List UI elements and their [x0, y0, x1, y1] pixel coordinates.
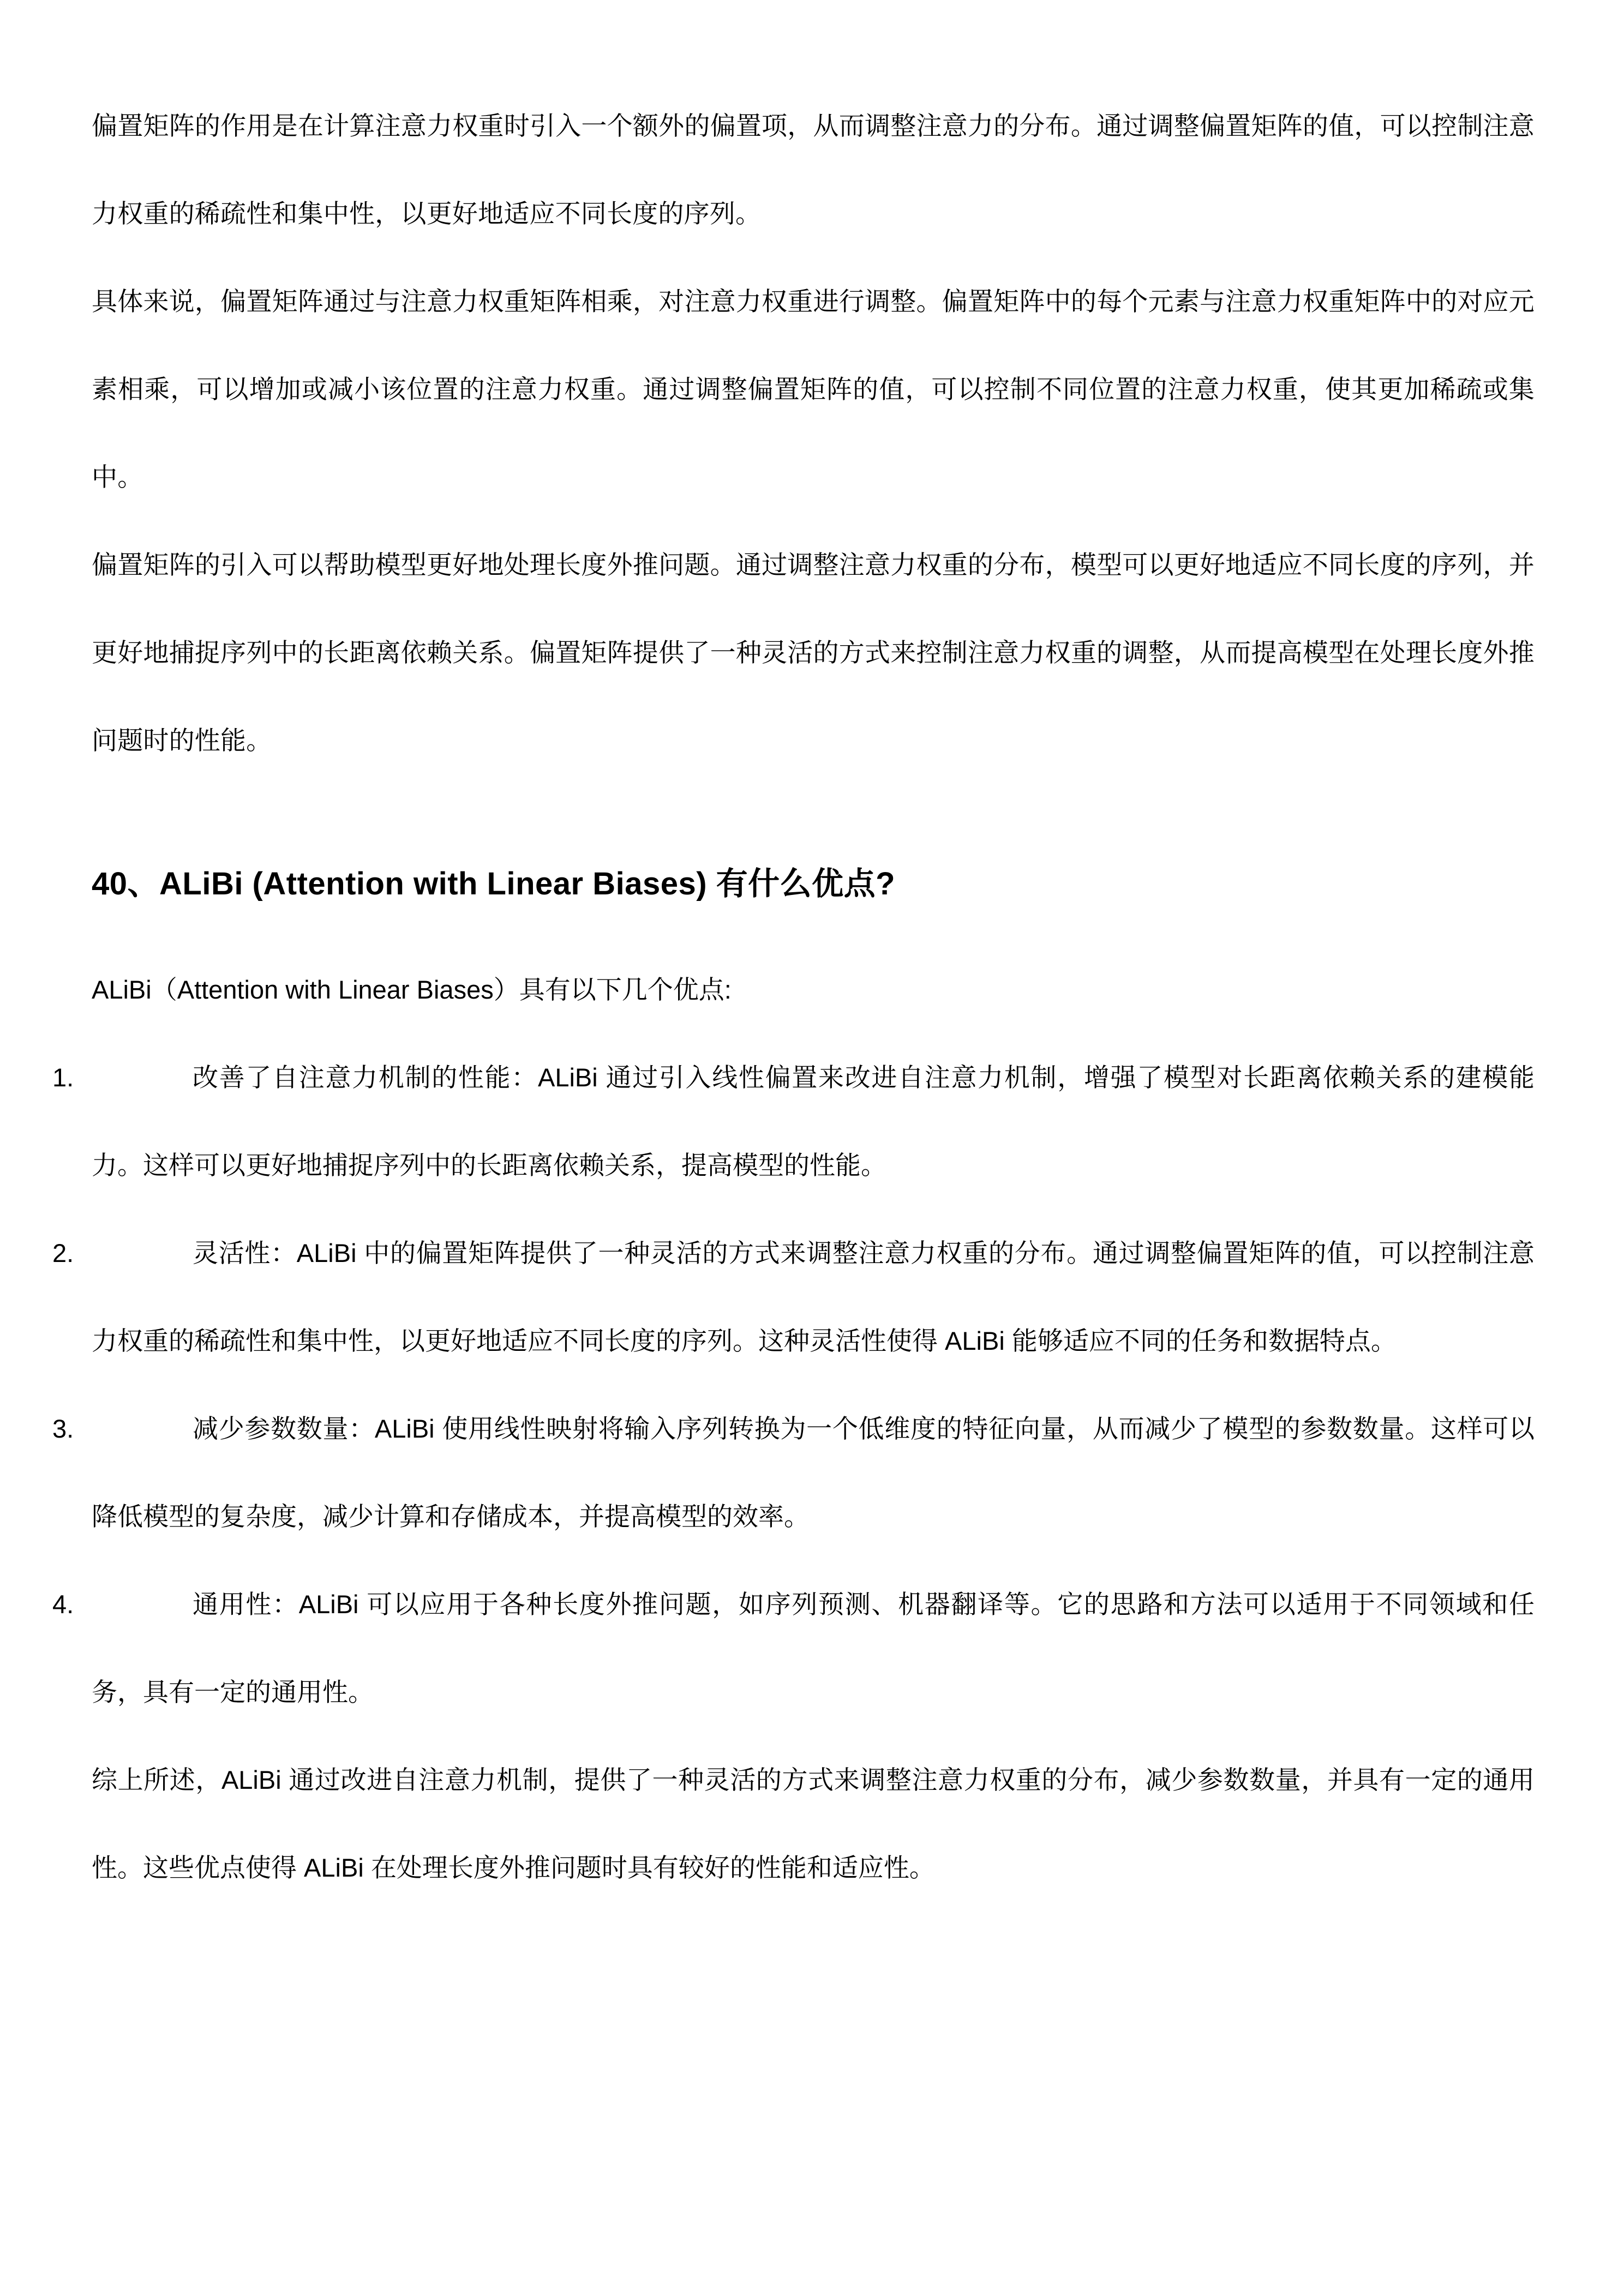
- list-item: [52, 1385, 1535, 1560]
- paragraph-alibi-intro: ALiBi（Attention with Linear Biases）具有以下几个优点:: [92, 975, 732, 1004]
- paragraph-bias-matrix-role: 偏置矩阵的作用是在计算注意力权重时引入一个额外的偏置项，从而调整注意力的分布。通过调整偏置矩阵的值，可以控制注意力权重的稀疏性和集中性，以更好地适应不同长度的序列。: [92, 111, 1535, 228]
- list-item-marker: 4.: [52, 1590, 74, 1619]
- advantages-list: [52, 1033, 1535, 1736]
- list-item: [52, 1560, 1535, 1736]
- paragraph-bias-matrix-detail: 具体来说，偏置矩阵通过与注意力权重矩阵相乘，对注意力权重进行调整。偏置矩阵中的每个元素与注意力权重矩阵中的对应元素相乘，可以增加或减小该位置的注意力权重。通过调整偏置矩阵的值，可以控制不同位置的注意力权重，使其更加稀疏或集中。: [92, 287, 1535, 491]
- list-item-text: 通用性：ALiBi 可以应用于各种长度外推问题，如序列预测、机器翻译等。它的思路和方法可以适用于不同领域和任务，具有一定的通用性。: [92, 1590, 1535, 1706]
- list-item: [52, 1209, 1535, 1385]
- list-item-marker: 1.: [52, 1063, 74, 1092]
- list-item-text: 改善了自注意力机制的性能：ALiBi 通过引入线性偏置来改进自注意力机制，增强了模型对长距离依赖关系的建模能力。这样可以更好地捕捉序列中的长距离依赖关系，提高模型的性能。: [92, 1063, 1535, 1180]
- list-item-marker: 2.: [52, 1239, 74, 1267]
- list-item-text: 灵活性：ALiBi 中的偏置矩阵提供了一种灵活的方式来调整注意力权重的分布。通过调整偏置矩阵的值，可以控制注意力权重的稀疏性和集中性，以更好地适应不同长度的序列。这种灵活性使得 ALiBi 能够适应不同的任务和数据特点。: [92, 1239, 1535, 1355]
- document-body: [52, 82, 1535, 1912]
- list-item: [52, 1033, 1535, 1209]
- paragraph-summary: 综上所述，ALiBi 通过改进自注意力机制，提供了一种灵活的方式来调整注意力权重的分布，减少参数数量，并具有一定的通用性。这些优点使得 ALiBi 在处理长度外推问题时具有较好的性能和适应性。: [92, 1765, 1535, 1882]
- list-item-marker: 3.: [52, 1414, 74, 1443]
- paragraph-bias-matrix-benefit: 偏置矩阵的引入可以帮助模型更好地处理长度外推问题。通过调整注意力权重的分布，模型可以更好地适应不同长度的序列，并更好地捕捉序列中的长距离依赖关系。偏置矩阵提供了一种灵活的方式来控制注意力权重的调整，从而提高模型在处理长度外推问题时的性能。: [92, 550, 1535, 755]
- list-item-text: 减少参数数量：ALiBi 使用线性映射将输入序列转换为一个低维度的特征向量，从而减少了模型的参数数量。这样可以降低模型的复杂度，减少计算和存储成本，并提高模型的效率。: [92, 1414, 1535, 1531]
- section-heading-40: 40、ALiBi (Attention with Linear Biases) 有什么优点?: [92, 866, 896, 901]
